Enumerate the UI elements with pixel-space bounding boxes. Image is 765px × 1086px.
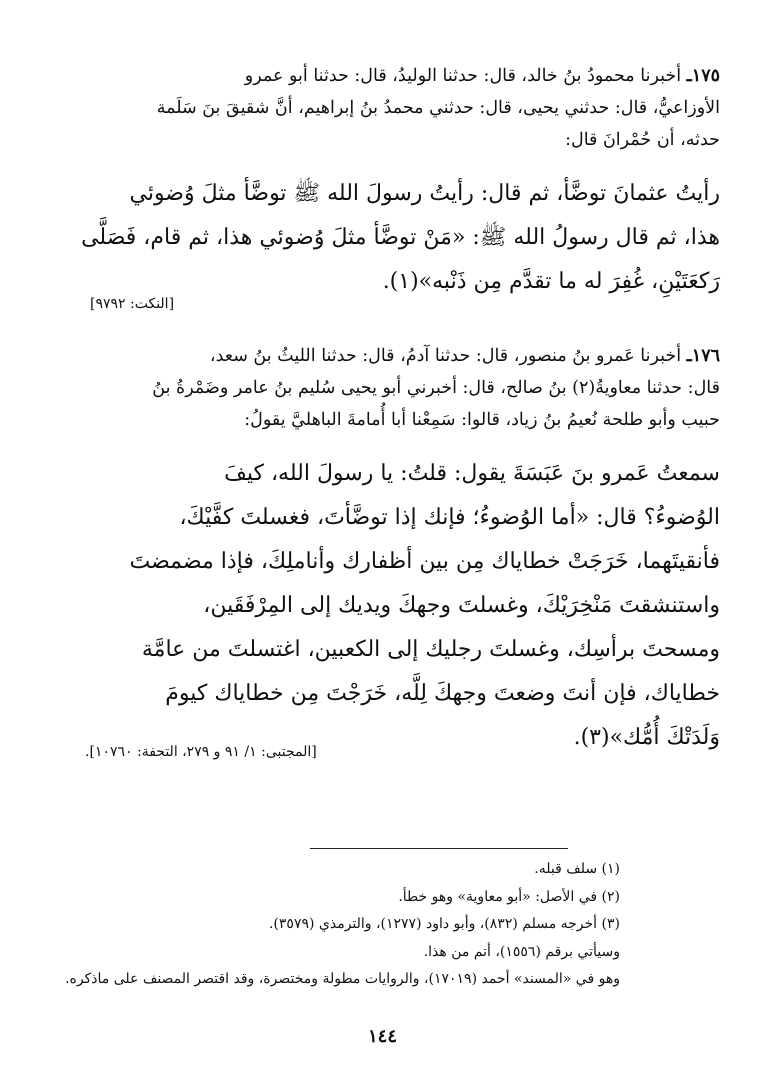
- hadith-176-matn: [52, 452, 720, 760]
- matn-line: هذا، ثم قال رسولُ الله ﷺ: «مَنْ توضَّأ مثلَ وُضوئي هذا، ثم قام، فَصَلَّى: [81, 225, 720, 250]
- isnad-line: الأوزاعيُّ، قال: حدثني يحيى، قال: حدثني محمدُ بنُ إبراهيم، أنَّ شقيقَ بنَ سَلَمة: [156, 98, 720, 118]
- hadith-176-citation: [المجتبى: ١/ ٩١ و ٢٧٩، التحفة: ١٠٧٦٠].: [85, 744, 317, 760]
- footnote: وسيأتي برقم (١٥٥٦)، أتم من هذا.: [423, 943, 620, 960]
- matn-line: ومسحتَ برأسِك، وغسلتَ رجليك إلى الكعبين، اغتسلتَ من عامَّة: [141, 637, 720, 662]
- footnote: وهو في «المسند» أحمد (١٧٠١٩)، والروايات مطولة ومختصرة، وقد اقتصر المصنف على ماذكره.: [65, 971, 620, 987]
- hadith-number: ١٧٦ـ: [686, 346, 720, 366]
- footnote: (١) سلف قبله.: [534, 861, 620, 877]
- matn-line: وَلَدَتْكَ أُمُّك»(٣).: [573, 725, 720, 750]
- hadith-175-citation: [النكت: ٩٧٩٢]: [90, 296, 175, 312]
- matn-line: واستنشقتَ مَنْخِرَيْكَ، وغسلتَ وجهكَ ويديك إلى المِرْفَقَين،: [203, 593, 720, 618]
- footnote: (٢) في الأصل: «أبو معاوية» وهو خطأ.: [398, 888, 620, 905]
- footnotes: [40, 856, 620, 994]
- footnote: (٣) أخرجه مسلم (٨٣٢)، وأبو داود (١٢٧٧)، والترمذي (٣٥٧٩).: [268, 916, 620, 932]
- matn-line: الوُضوءُ؟ قال: «أما الوُضوءُ؛ فإنك إذا توضَّأتَ، فغسلتَ كفَّيْكَ،: [179, 505, 720, 530]
- isnad-line: حبيب وأبو طلحة نُعيمُ بنُ زياد، قالوا: سَمِعْنا أبا أُمامةَ الباهليَّ يقولُ:: [244, 410, 720, 430]
- isnad-line: حدثه، أن حُمْرانَ قال:: [565, 130, 720, 150]
- isnad-line: ١٧٥ـ أخبرنا محمودُ بنُ خالد، قال: حدثنا الوليدُ، قال: حدثنا أبو عمرو: [244, 66, 720, 86]
- page-number: ١٤٤: [367, 1026, 397, 1047]
- hadith-175-matn: [52, 172, 720, 304]
- matn-line: رأيتُ عثمانَ توضَّأ، ثم قال: رأيتُ رسولَ الله ﷺ توضَّأ مثلَ وُضوئي: [129, 181, 720, 206]
- matn-line: رَكعَتَيْنِ، غُفِرَ له ما تقدَّم مِن ذَنْبه»(١).: [382, 269, 720, 294]
- hadith-number: ١٧٥ـ: [686, 66, 720, 86]
- matn-line: سمعتُ عَمرو بنَ عَبَسَةَ يقول: قلتُ: يا رسولَ الله، كيفَ: [224, 461, 720, 486]
- hadith-176-isnad: [52, 340, 720, 436]
- footnote-divider: [310, 848, 568, 849]
- isnad-line: قال: حدثنا معاويةُ(٢) بنُ صالح، قال: أخبرني أبو يحيى سُليم بنُ عامر وضَمْرةُ بنُ: [152, 378, 720, 398]
- matn-line: خطاياك، فإن أنتَ وضعتَ وجهكَ لِلَّه، خَرَجْتَ مِن خطاياك كيومَ: [165, 681, 720, 706]
- hadith-175-isnad: [52, 60, 720, 156]
- matn-line: فأنقيتَهما، خَرَجَتْ خطاياك مِن بين أظفارك وأناملِكَ، فإذا مضمضتَ: [129, 549, 720, 574]
- isnad-line: ١٧٦ـ أخبرنا عَمرو بنُ منصور، قال: حدثنا آدمُ، قال: حدثنا الليثُ بنُ سعد،: [209, 346, 720, 366]
